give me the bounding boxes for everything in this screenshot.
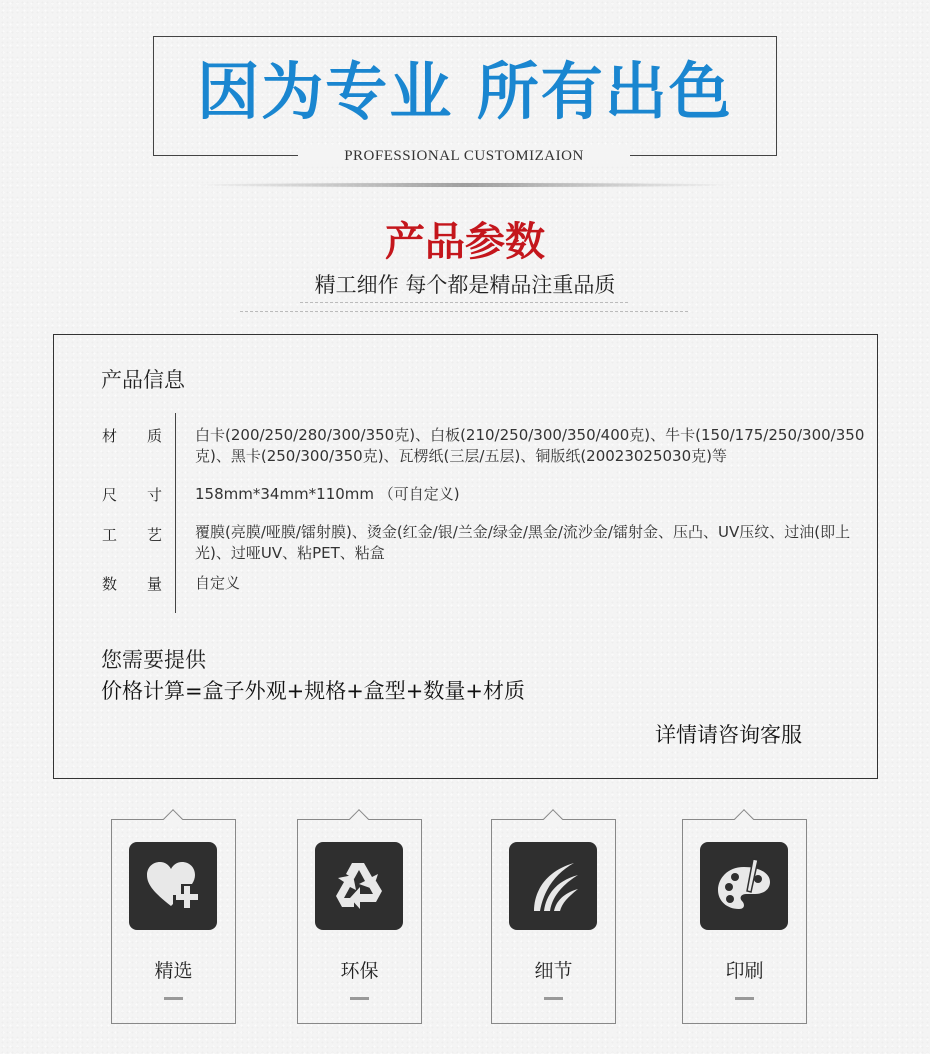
card-notch	[349, 809, 369, 829]
card-dash	[164, 997, 183, 1000]
feature-card-selected	[111, 819, 236, 1024]
card-dash	[735, 997, 754, 1000]
decorative-dotted-line	[300, 302, 630, 303]
card-notch	[734, 809, 754, 829]
feature-label: 印刷	[725, 960, 764, 982]
feather-icon	[509, 842, 597, 930]
section-title: 产品参数	[385, 218, 545, 265]
product-info-heading: 产品信息	[101, 368, 185, 392]
hero-subtitle-line-left	[258, 155, 298, 156]
spec-label-material: 材质	[102, 427, 162, 445]
hero-subtitle: PROFESSIONAL CUSTOMIZAION	[344, 148, 584, 164]
section-subtitle: 精工细作 每个都是精品注重品质	[314, 273, 616, 297]
decorative-dotted-line	[240, 311, 690, 312]
hero-subtitle-line-right	[630, 155, 670, 156]
contact-service-note: 详情请咨询客服	[655, 723, 802, 747]
feature-label: 精选	[154, 960, 193, 982]
feature-label: 环保	[340, 960, 379, 982]
feature-card-detail	[491, 819, 616, 1024]
feature-label: 细节	[534, 960, 573, 982]
spec-label-size: 尺寸	[102, 486, 162, 504]
header-shadow-divider	[190, 183, 740, 187]
card-dash	[544, 997, 563, 1000]
card-dash	[350, 997, 369, 1000]
spec-value-size: 158mm*34mm*110mm （可自定义)	[195, 485, 460, 503]
price-formula: 价格计算=盒子外观+规格+盒型+数量+材质	[101, 679, 525, 703]
hero-title: 因为专业 所有出色	[197, 55, 733, 128]
spec-value-craft: 覆膜(亮膜/哑膜/镭射膜)、烫金(红金/银/兰金/绿金/黑金/流沙金/镭射金、压凸、UV压纹、过油(即上光)、过哑UV、粘PET、粘盒	[195, 523, 851, 562]
palette-icon	[700, 842, 788, 930]
info-label-divider	[175, 413, 176, 613]
spec-label-quantity: 数量	[102, 575, 162, 593]
feature-card-eco	[297, 819, 422, 1024]
spec-value-material: 白卡(200/250/280/300/350克)、白板(210/250/300/350/400克)、牛卡(150/175/250/300/350克)、黑卡(250/300/350克)、瓦楞纸(三层/五层)、铜版纸(20023025030克)等	[195, 426, 865, 465]
recycle-icon	[315, 842, 403, 930]
spec-value-quantity: 自定义	[195, 574, 241, 592]
feature-card-printing	[682, 819, 807, 1024]
card-notch	[543, 809, 563, 829]
requirements-heading: 您需要提供	[101, 648, 206, 672]
heart-plus-icon	[129, 842, 217, 930]
spec-label-craft: 工艺	[102, 526, 162, 544]
card-notch	[163, 809, 183, 829]
